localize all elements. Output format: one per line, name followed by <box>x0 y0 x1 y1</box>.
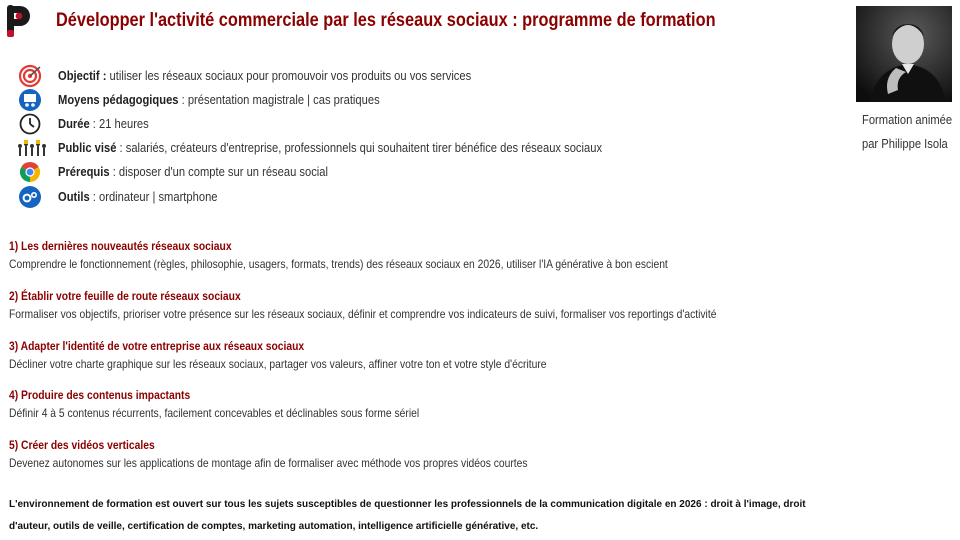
info-label: Prérequis <box>58 164 110 179</box>
prerequisite-icon <box>18 160 42 184</box>
trainer-photo <box>856 6 952 102</box>
module-description: Comprendre le fonctionnement (règles, philosophie, usagers, formats, trends) des réseaux sociaux en 2026, utiliser l'IA générative à bon escient <box>9 257 668 271</box>
module-description: Devenez autonomes sur les applications de montage afin de formaliser avec méthode vos propres vidéos courtes <box>9 456 528 470</box>
info-value: : ordinateur | smartphone <box>89 189 218 204</box>
trainer-credit-line2: par Philippe Isola <box>862 136 948 151</box>
trainer-portrait-icon <box>856 6 952 102</box>
info-label: Moyens pédagogiques <box>58 92 179 107</box>
info-value: : présentation magistrale | cas pratiques <box>178 92 380 107</box>
module-title: 1) Les dernières nouveautés réseaux sociaux <box>9 239 232 253</box>
module-title: 5) Créer des vidéos verticales <box>9 438 155 452</box>
info-label: Durée <box>58 116 90 131</box>
trainer-credit-line1: Formation animée <box>862 112 953 127</box>
info-value: : disposer d'un compte sur un réseau social <box>109 164 328 179</box>
page-title: Développer l'activité commerciale par les réseaux sociaux : programme de formation <box>56 10 716 31</box>
module-description: Formaliser vos objectifs, prioriser votre présence sur les réseaux sociaux, définir et comprendre vos indicateurs de suivi, formaliser vos reportings d'activité <box>9 307 717 321</box>
module-title: 2) Établir votre feuille de route réseaux sociaux <box>9 289 241 303</box>
presentation-icon <box>18 88 42 112</box>
clock-icon <box>18 112 42 136</box>
info-label: Objectif : <box>58 68 107 83</box>
target-icon <box>18 64 42 88</box>
module-item <box>9 238 775 272</box>
info-value: : salariés, créateurs d'entreprise, professionnels qui souhaitent tirer bénéfice des réseaux sociaux <box>116 140 603 155</box>
trainer-credit <box>862 108 953 156</box>
info-value: : 21 heures <box>89 116 149 131</box>
footer-note: L'environnement de formation est ouvert sur tous les sujets susceptibles de questionner les professionnels de la communication digitale en 2026 : droit à l'image, droit d'auteur, outils de veille, certification de comptes, marketing automation, intelligence artificielle générative, etc. <box>9 499 806 532</box>
info-label: Public visé <box>58 140 117 155</box>
module-description: Décliner votre charte graphique sur les réseaux sociaux, partager vos valeurs, affiner votre ton et votre style d'écriture <box>9 357 547 371</box>
info-value: utiliser les réseaux sociaux pour promouvoir vos produits ou vos services <box>106 68 472 83</box>
module-title: 3) Adapter l'identité de votre entreprise aux réseaux sociaux <box>9 339 305 353</box>
module-item <box>9 387 486 421</box>
tools-icon <box>18 185 42 209</box>
brand-logo-icon <box>4 3 32 39</box>
module-item <box>9 437 612 471</box>
module-item <box>9 288 832 322</box>
module-description: Définir 4 à 5 contenus récurrents, facilement concevables et déclinables sous forme sériel <box>9 406 420 420</box>
module-title: 4) Produire des contenus impactants <box>9 388 191 402</box>
info-label: Outils <box>58 189 90 204</box>
module-item <box>9 338 634 372</box>
audience-icon <box>16 136 48 160</box>
